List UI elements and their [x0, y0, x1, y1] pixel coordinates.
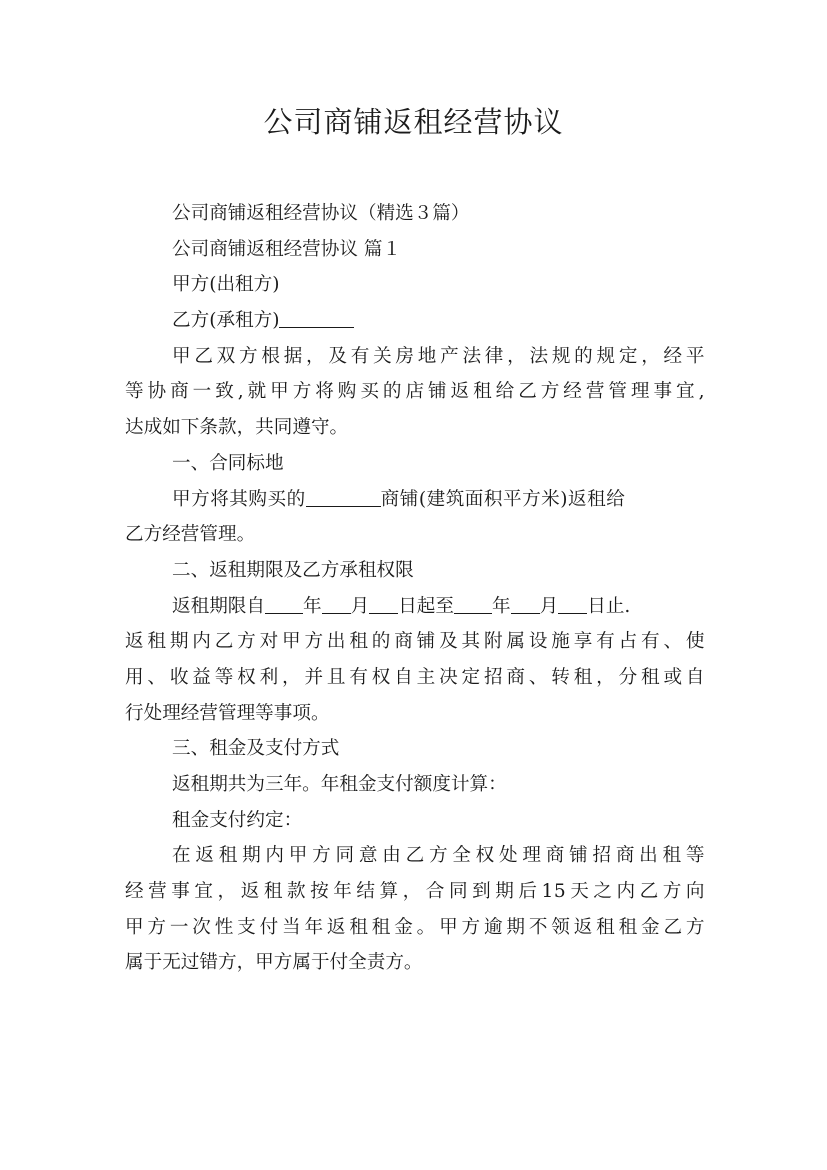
section1-heading: 一、合同标地	[172, 452, 284, 474]
document-title: 公司商铺返租经营协议	[263, 105, 564, 139]
end-day-blank	[558, 591, 587, 614]
section1-line2: 乙方经营管理。	[125, 524, 256, 546]
paragraph-line: 等协商一致,就甲方将购买的店铺返租给乙方经营管理事宜,	[125, 381, 705, 403]
paragraph-line: 行处理经营管理等事项。	[125, 702, 330, 724]
term-end: 日止.	[587, 595, 631, 617]
paragraph-line: 在返租期内甲方同意由乙方全权处理商铺招商出租等	[172, 845, 705, 867]
part-heading: 公司商铺返租经营协议 篇１	[172, 238, 402, 260]
shop-blank	[306, 484, 381, 507]
paragraph-line: 属于无过错方，甲方属于付全责方。	[125, 952, 423, 974]
term-line	[125, 589, 705, 625]
section3-heading: 三、租金及支付方式	[172, 738, 340, 760]
start-month-blank	[322, 591, 351, 614]
section3-line1: 返租期共为三年。年租金支付额度计算：	[172, 774, 507, 795]
paragraph-line: 返租期内乙方对甲方出租的商铺及其附属设施享有占有、使	[125, 631, 705, 653]
term-month-2: 月	[539, 595, 559, 617]
paragraph-line: 经营事宜，返租款按年结算，合同到期后15天之内乙方向	[125, 881, 705, 903]
intro-line: 公司商铺返租经营协议（精选３篇）	[172, 203, 470, 224]
party-b-blank	[279, 305, 354, 328]
section1-text-a: 甲方将其购买的	[172, 488, 306, 510]
term-year-2: 年	[492, 595, 511, 617]
term-from: 日起至	[398, 595, 454, 617]
end-year-blank	[454, 591, 492, 614]
section1-line	[125, 482, 705, 518]
start-day-blank	[369, 591, 398, 614]
party-a-line: 甲方(出租方)	[172, 274, 280, 296]
paragraph-line: 甲乙双方根据，及有关房地产法律，法规的规定，经平	[172, 345, 705, 367]
section2-heading: 二、返租期限及乙方承租权限	[172, 559, 414, 581]
term-prefix: 返租期限自	[172, 595, 265, 617]
party-b-line	[125, 303, 705, 339]
section3-line2: 租金支付约定：	[172, 809, 303, 831]
term-month-1: 月	[350, 595, 370, 617]
document-body	[125, 196, 705, 981]
paragraph-line: 用、收益等权利，并且有权自主决定招商、转租，分租或自	[125, 666, 705, 688]
end-month-blank	[511, 591, 540, 614]
party-b-label: 乙方(承租方)	[172, 310, 280, 332]
start-year-blank	[265, 591, 303, 614]
section1-text-b: 商铺(建筑面积平方米)返租给	[380, 488, 626, 510]
paragraph-line: 达成如下条款，共同遵守。	[125, 417, 349, 439]
term-year-1: 年	[302, 595, 322, 617]
paragraph-line: 甲方一次性支付当年返租租金。甲方逾期不领返租租金乙方	[125, 916, 705, 938]
